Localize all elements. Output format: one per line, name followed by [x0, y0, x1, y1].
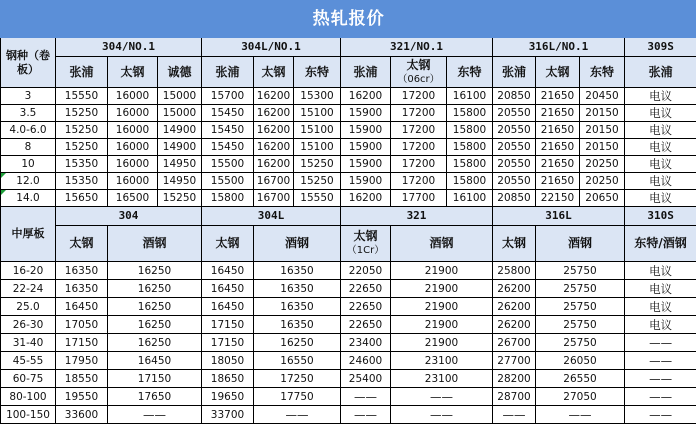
- price-cell: 28200: [493, 370, 536, 388]
- price-cell: 电议: [625, 298, 696, 316]
- price-cell: 17150: [202, 334, 254, 352]
- price-cell: 22650: [341, 280, 391, 298]
- mill-name: 东特: [304, 64, 329, 79]
- price-cell: 15250: [56, 122, 108, 139]
- mill-name: 东特: [589, 64, 614, 79]
- plate-mill-header: [202, 226, 254, 262]
- mill-name: 酒钢: [429, 236, 454, 250]
- price-cell: 21900: [391, 316, 493, 334]
- price-cell: 15900: [341, 156, 391, 173]
- coil-mill-header: [625, 57, 696, 88]
- plate-mill-header: [341, 226, 391, 262]
- mill-name: 太钢: [215, 236, 240, 250]
- price-cell: 15000: [158, 88, 202, 105]
- mill-name: 张浦: [69, 64, 94, 79]
- mill-name: 酒钢: [567, 236, 592, 250]
- coil-grade-header: 304L/NO.1: [202, 38, 341, 57]
- coil-mill-header: [391, 57, 447, 88]
- coil-mill-header: [294, 57, 341, 88]
- price-cell: 16000: [108, 156, 158, 173]
- price-cell: 15800: [447, 156, 493, 173]
- price-cell: 15900: [341, 105, 391, 122]
- price-cell: 15650: [56, 190, 108, 207]
- price-cell: ——: [391, 406, 493, 424]
- spec-cell: 12.0: [1, 173, 56, 190]
- price-cell: 16250: [254, 334, 341, 352]
- price-cell: 16450: [108, 352, 202, 370]
- price-cell: 27050: [536, 388, 625, 406]
- coil-grade-header: 321/NO.1: [341, 38, 493, 57]
- mill-name: 酒钢: [142, 236, 167, 250]
- coil-mill-header: [580, 57, 625, 88]
- spec-cell: 8: [1, 139, 56, 156]
- price-cell: 电议: [625, 316, 696, 334]
- price-cell: 21900: [391, 280, 493, 298]
- price-cell: 20150: [580, 139, 625, 156]
- price-cell: 17150: [56, 334, 108, 352]
- price-cell: 14900: [158, 122, 202, 139]
- plate-row-header: 中厚板: [1, 207, 56, 262]
- mill-name: 太钢: [69, 236, 94, 250]
- price-cell: 26550: [536, 370, 625, 388]
- price-cell: 15550: [56, 88, 108, 105]
- coil-price-row: [1, 122, 696, 139]
- plate-grade-header: 304L: [202, 207, 341, 226]
- price-cell: 15800: [447, 122, 493, 139]
- spec-cell: 80-100: [1, 388, 56, 406]
- price-cell: 22650: [341, 298, 391, 316]
- price-cell: ——: [536, 406, 625, 424]
- plate-mill-header: [56, 226, 108, 262]
- spec-cell: 14.0: [1, 190, 56, 207]
- price-cell: 17650: [108, 388, 202, 406]
- price-cell: ——: [625, 352, 696, 370]
- coil-mill-header: [158, 57, 202, 88]
- price-cell: 14950: [158, 173, 202, 190]
- price-cell: 17250: [254, 370, 341, 388]
- plate-mill-header: [391, 226, 493, 262]
- price-cell: 18650: [202, 370, 254, 388]
- price-cell: 33700: [202, 406, 254, 424]
- plate-price-row: [1, 352, 696, 370]
- spec-cell: 45-55: [1, 352, 56, 370]
- price-cell: 21650: [536, 105, 580, 122]
- plate-mill-header-row: [1, 226, 696, 262]
- price-cell: 15100: [294, 139, 341, 156]
- price-cell: 15250: [56, 105, 108, 122]
- spec-cell: 22-24: [1, 280, 56, 298]
- price-cell: 15100: [294, 105, 341, 122]
- price-cell: 17750: [254, 388, 341, 406]
- price-cell: 19650: [202, 388, 254, 406]
- mill-note: （06cr）: [397, 73, 440, 85]
- mill-name: 诚德: [167, 64, 192, 79]
- coil-grade-header: 309S: [625, 38, 696, 57]
- price-cell: ——: [108, 406, 202, 424]
- price-cell: 26050: [536, 352, 625, 370]
- price-cell: 电议: [625, 262, 696, 280]
- coil-mill-header: [493, 57, 536, 88]
- plate-mill-header: [108, 226, 202, 262]
- coil-mill-header: [202, 57, 254, 88]
- price-cell: 23400: [341, 334, 391, 352]
- price-cell: 16700: [254, 173, 294, 190]
- spec-cell: 4.0-6.0: [1, 122, 56, 139]
- price-cell: 电议: [625, 190, 696, 207]
- price-cell: 24600: [341, 352, 391, 370]
- price-cell: 15450: [202, 105, 254, 122]
- mill-name: 太钢: [261, 64, 286, 79]
- spec-cell: 60-75: [1, 370, 56, 388]
- price-cell: ——: [625, 334, 696, 352]
- price-cell: 15250: [294, 173, 341, 190]
- spec-cell: 100-150: [1, 406, 56, 424]
- plate-mill-header: [254, 226, 341, 262]
- spec-cell: 3.5: [1, 105, 56, 122]
- price-cell: ——: [493, 406, 536, 424]
- price-cell: 15100: [294, 122, 341, 139]
- coil-mill-header: [108, 57, 158, 88]
- price-cell: 15900: [341, 122, 391, 139]
- plate-price-row: [1, 406, 696, 424]
- price-cell: 18050: [202, 352, 254, 370]
- price-cell: 16250: [108, 298, 202, 316]
- price-cell: 15800: [447, 173, 493, 190]
- price-cell: 15450: [202, 139, 254, 156]
- price-cell: 电议: [625, 105, 696, 122]
- price-cell: ——: [625, 388, 696, 406]
- price-cell: 21900: [391, 334, 493, 352]
- price-cell: 23100: [391, 352, 493, 370]
- price-cell: 25750: [536, 280, 625, 298]
- plate-mill-header: [493, 226, 536, 262]
- price-cell: 16250: [108, 316, 202, 334]
- price-cell: 16000: [108, 139, 158, 156]
- price-cell: 16100: [447, 88, 493, 105]
- price-cell: 电议: [625, 156, 696, 173]
- price-cell: 16350: [254, 280, 341, 298]
- price-cell: 16350: [254, 316, 341, 334]
- mill-name: 太钢: [120, 64, 145, 79]
- spec-cell: 3: [1, 88, 56, 105]
- price-cell: 电议: [625, 122, 696, 139]
- mill-name: 太钢: [501, 236, 526, 250]
- price-cell: 20550: [493, 139, 536, 156]
- coil-grade-header: 304/NO.1: [56, 38, 202, 57]
- price-cell: 25750: [536, 316, 625, 334]
- spec-cell: 31-40: [1, 334, 56, 352]
- price-cell: 15350: [56, 173, 108, 190]
- price-cell: 14950: [158, 156, 202, 173]
- price-cell: 16000: [108, 122, 158, 139]
- price-cell: 21650: [536, 122, 580, 139]
- price-cell: 15350: [56, 156, 108, 173]
- price-cell: 20150: [580, 122, 625, 139]
- price-cell: 20150: [580, 105, 625, 122]
- price-cell: 15800: [202, 190, 254, 207]
- price-cell: 17200: [391, 105, 447, 122]
- price-cell: 15500: [202, 173, 254, 190]
- price-cell: 16200: [341, 88, 391, 105]
- price-cell: 20250: [580, 156, 625, 173]
- price-cell: 25400: [341, 370, 391, 388]
- price-cell: 20850: [493, 190, 536, 207]
- price-cell: 19550: [56, 388, 108, 406]
- coil-price-row: [1, 88, 696, 105]
- mill-name: 东特/酒钢: [634, 236, 687, 250]
- price-cell: 16450: [56, 298, 108, 316]
- price-cell: 15700: [202, 88, 254, 105]
- plate-price-row: [1, 262, 696, 280]
- price-cell: 17200: [391, 156, 447, 173]
- price-cell: 25750: [536, 262, 625, 280]
- price-cell: 17050: [56, 316, 108, 334]
- mill-name: 东特: [457, 64, 482, 79]
- price-cell: 20550: [493, 173, 536, 190]
- price-cell: 21650: [536, 173, 580, 190]
- price-cell: 15500: [202, 156, 254, 173]
- coil-mill-header: [56, 57, 108, 88]
- coil-grade-header: 316L/NO.1: [493, 38, 625, 57]
- price-cell: 33600: [56, 406, 108, 424]
- price-cell: 25800: [493, 262, 536, 280]
- price-cell: ——: [391, 388, 493, 406]
- price-cell: 16350: [254, 298, 341, 316]
- price-cell: 22050: [341, 262, 391, 280]
- mill-name: 张浦: [215, 64, 240, 79]
- price-cell: 20550: [493, 105, 536, 122]
- price-cell: ——: [341, 406, 391, 424]
- mill-name: 太钢: [545, 64, 570, 79]
- price-cell: ——: [341, 388, 391, 406]
- price-cell: 21650: [536, 156, 580, 173]
- price-cell: 16000: [108, 88, 158, 105]
- price-cell: 26200: [493, 280, 536, 298]
- plate-price-row: [1, 334, 696, 352]
- price-cell: 17200: [391, 173, 447, 190]
- mill-name: 张浦: [353, 64, 378, 79]
- spec-cell: 25.0: [1, 298, 56, 316]
- price-cell: 26200: [493, 316, 536, 334]
- price-cell: 15250: [158, 190, 202, 207]
- price-cell: 20650: [580, 190, 625, 207]
- plate-grade-header: 321: [341, 207, 493, 226]
- price-cell: 20250: [580, 173, 625, 190]
- price-cell: 电议: [625, 173, 696, 190]
- price-cell: 18550: [56, 370, 108, 388]
- price-cell: 16100: [447, 190, 493, 207]
- price-cell: 21900: [391, 298, 493, 316]
- spec-cell: 26-30: [1, 316, 56, 334]
- coil-mill-header: [254, 57, 294, 88]
- price-cell: 21650: [536, 139, 580, 156]
- coil-price-row: [1, 105, 696, 122]
- coil-price-row: [1, 173, 696, 190]
- coil-price-row: [1, 139, 696, 156]
- page-title: 热轧报价: [1, 1, 696, 38]
- price-cell: ——: [254, 406, 341, 424]
- price-cell: 21900: [391, 262, 493, 280]
- mill-note: （1Cr）: [346, 245, 385, 256]
- price-cell: 26200: [493, 298, 536, 316]
- mill-name: 太钢: [406, 57, 431, 72]
- spec-cell: 16-20: [1, 262, 56, 280]
- price-cell: 21650: [536, 88, 580, 105]
- price-cell: ——: [625, 370, 696, 388]
- price-cell: 17150: [108, 370, 202, 388]
- price-cell: 22150: [536, 190, 580, 207]
- price-cell: 16250: [108, 262, 202, 280]
- price-cell: 15300: [294, 88, 341, 105]
- spec-cell: 10: [1, 156, 56, 173]
- plate-grade-header: 316L: [493, 207, 625, 226]
- price-cell: 16350: [254, 262, 341, 280]
- price-cell: 25750: [536, 298, 625, 316]
- price-cell: 14900: [158, 139, 202, 156]
- coil-mill-header: [447, 57, 493, 88]
- mill-name: 张浦: [648, 64, 673, 79]
- price-cell: 15250: [294, 156, 341, 173]
- coil-mill-header-row: [1, 57, 696, 88]
- price-cell: 16450: [202, 298, 254, 316]
- coil-price-row: [1, 190, 696, 207]
- price-cell: 电议: [625, 280, 696, 298]
- plate-price-row: [1, 316, 696, 334]
- plate-mill-header: [625, 226, 696, 262]
- price-cell: 电议: [625, 88, 696, 105]
- price-cell: 16350: [56, 262, 108, 280]
- mill-name: 太钢: [353, 229, 378, 243]
- price-cell: 28700: [493, 388, 536, 406]
- price-cell: 16700: [254, 190, 294, 207]
- price-cell: 15800: [447, 105, 493, 122]
- price-cell: 17200: [391, 122, 447, 139]
- price-cell: 16200: [254, 139, 294, 156]
- price-cell: 16350: [56, 280, 108, 298]
- price-cell: 16500: [108, 190, 158, 207]
- plate-price-row: [1, 370, 696, 388]
- price-cell: 17150: [202, 316, 254, 334]
- price-cell: 20550: [493, 122, 536, 139]
- price-cell: 16450: [202, 280, 254, 298]
- plate-grade-header: 310S: [625, 207, 696, 226]
- mill-name: 酒钢: [284, 236, 309, 250]
- price-cell: 电议: [625, 139, 696, 156]
- price-cell: 20550: [493, 156, 536, 173]
- price-cell: 22650: [341, 316, 391, 334]
- mill-name: 张浦: [501, 64, 526, 79]
- price-cell: 15550: [294, 190, 341, 207]
- coil-grade-header-row: [1, 38, 696, 57]
- price-cell: 16550: [254, 352, 341, 370]
- price-cell: ——: [625, 406, 696, 424]
- price-cell: 16200: [341, 190, 391, 207]
- price-cell: 16200: [254, 156, 294, 173]
- price-cell: 17200: [391, 139, 447, 156]
- coil-price-row: [1, 156, 696, 173]
- plate-price-row: [1, 298, 696, 316]
- price-cell: 16450: [202, 262, 254, 280]
- price-cell: 16000: [108, 105, 158, 122]
- price-cell: 25750: [536, 334, 625, 352]
- price-cell: 15800: [447, 139, 493, 156]
- price-cell: 17200: [391, 88, 447, 105]
- price-cell: 16250: [108, 280, 202, 298]
- price-cell: 16200: [254, 105, 294, 122]
- plate-grade-header: 304: [56, 207, 202, 226]
- price-cell: 17950: [56, 352, 108, 370]
- plate-price-row: [1, 388, 696, 406]
- price-cell: 16000: [108, 173, 158, 190]
- price-cell: 15250: [56, 139, 108, 156]
- price-cell: 16250: [108, 334, 202, 352]
- price-cell: 15000: [158, 105, 202, 122]
- price-cell: 15900: [341, 139, 391, 156]
- price-cell: 23100: [391, 370, 493, 388]
- price-cell: 26700: [493, 334, 536, 352]
- price-cell: 20850: [493, 88, 536, 105]
- price-cell: 16200: [254, 88, 294, 105]
- coil-mill-header: [536, 57, 580, 88]
- price-cell: 16200: [254, 122, 294, 139]
- price-cell: 27700: [493, 352, 536, 370]
- plate-mill-header: [536, 226, 625, 262]
- plate-price-row: [1, 280, 696, 298]
- plate-grade-header-row: [1, 207, 696, 226]
- price-cell: 20450: [580, 88, 625, 105]
- coil-row-header: 钢种（卷板）: [1, 38, 56, 88]
- price-cell: 15900: [341, 173, 391, 190]
- price-cell: 15450: [202, 122, 254, 139]
- price-cell: 17700: [391, 190, 447, 207]
- coil-mill-header: [341, 57, 391, 88]
